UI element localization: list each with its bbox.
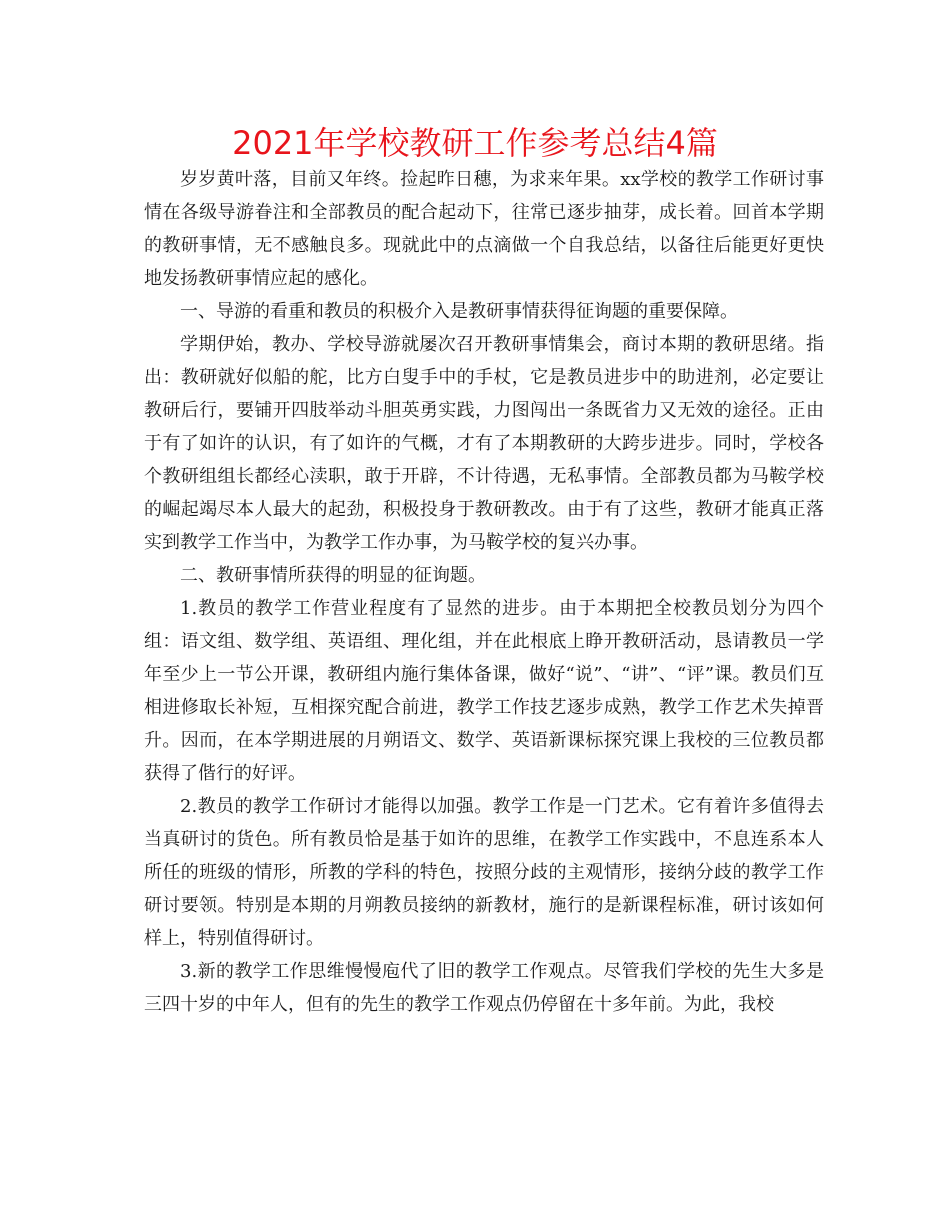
document-body (144, 163, 824, 1021)
paragraph-semester-start: 学期伊始，教办、学校导游就屡次召开教研事情集会，商讨本期的教研思绪。指出：教研就好似船的舵，比方白叟手中的手杖，它是教员进步中的助进剂，必定要让教研后行，要铺开四肢举动斗胆英勇实践，力图闯出一条既省力又无效的途径。正由于有了如许的认识，有了如许的气概，才有了本期教研的大跨步进步。同时，学校各个教研组组长都经心渎职，敢于开辟，不计待遇，无私事情。全部教员都为马鞍学校的崛起竭尽本人最大的起劲，积极投身于教研教改。由于有了这些，教研才能真正落实到教学工作当中，为教学工作办事，为马鞍学校的复兴办事。 (144, 334, 824, 553)
paragraph-item-3: 3.新的教学工作思维慢慢庖代了旧的教学工作观点。尽管我们学校的先生大多是三四十岁的中年人，但有的先生的教学工作观点仍停留在十多年前。为此，我校 (144, 961, 824, 1015)
paragraph-heading-two: 二、教研事情所获得的明显的征询题。 (180, 565, 486, 586)
paragraph-item-2: 2.教员的教学工作研讨才能得以加强。教学工作是一门艺术。它有着许多值得去当真研讨的货色。所有教员恰是基于如许的思维，在教学工作实践中，不息连系本人所任的班级的情形，所教的学科的特色，按照分歧的主观情形，接纳分歧的教学工作研讨要领。特别是本期的月朔教员接纳的新教材，施行的是新课程标准，研讨该如何样上，特别值得研讨。 (144, 796, 824, 949)
document-title: 2021年学校教研工作参考总结4篇 (232, 124, 718, 162)
paragraph-heading-one: 一、导游的看重和教员的积极介入是教研事情获得征询题的重要保障。 (180, 301, 738, 322)
paragraph-item-1: 1.教员的教学工作营业程度有了显然的进步。由于本期把全校教员划分为四个组：语文组、数学组、英语组、理化组，并在此根底上睁开教研活动，恳请教员一学年至少上一节公开课，教研组内施行集体备课，做好“说”、“讲”、“评”课。教员们互相进修取长补短，互相探究配合前进，教学工作技艺逐步成熟，教学工作艺术失掉晋升。因而，在本学期进展的月朔语文、数学、英语新课标探究课上我校的三位教员都获得了偕行的好评。 (144, 598, 824, 784)
paragraph-intro: 岁岁黄叶落，目前又年终。捡起昨日穗，为求来年果。xx学校的教学工作研讨事情在各级导游眷注和全部教员的配合起动下，往常已逐步抽芽，成长着。回首本学期的教研事情，无不感触良多。现就此中的点滴做一个自我总结，以备往后能更好更快地发扬教研事情应起的感化。 (144, 169, 824, 289)
